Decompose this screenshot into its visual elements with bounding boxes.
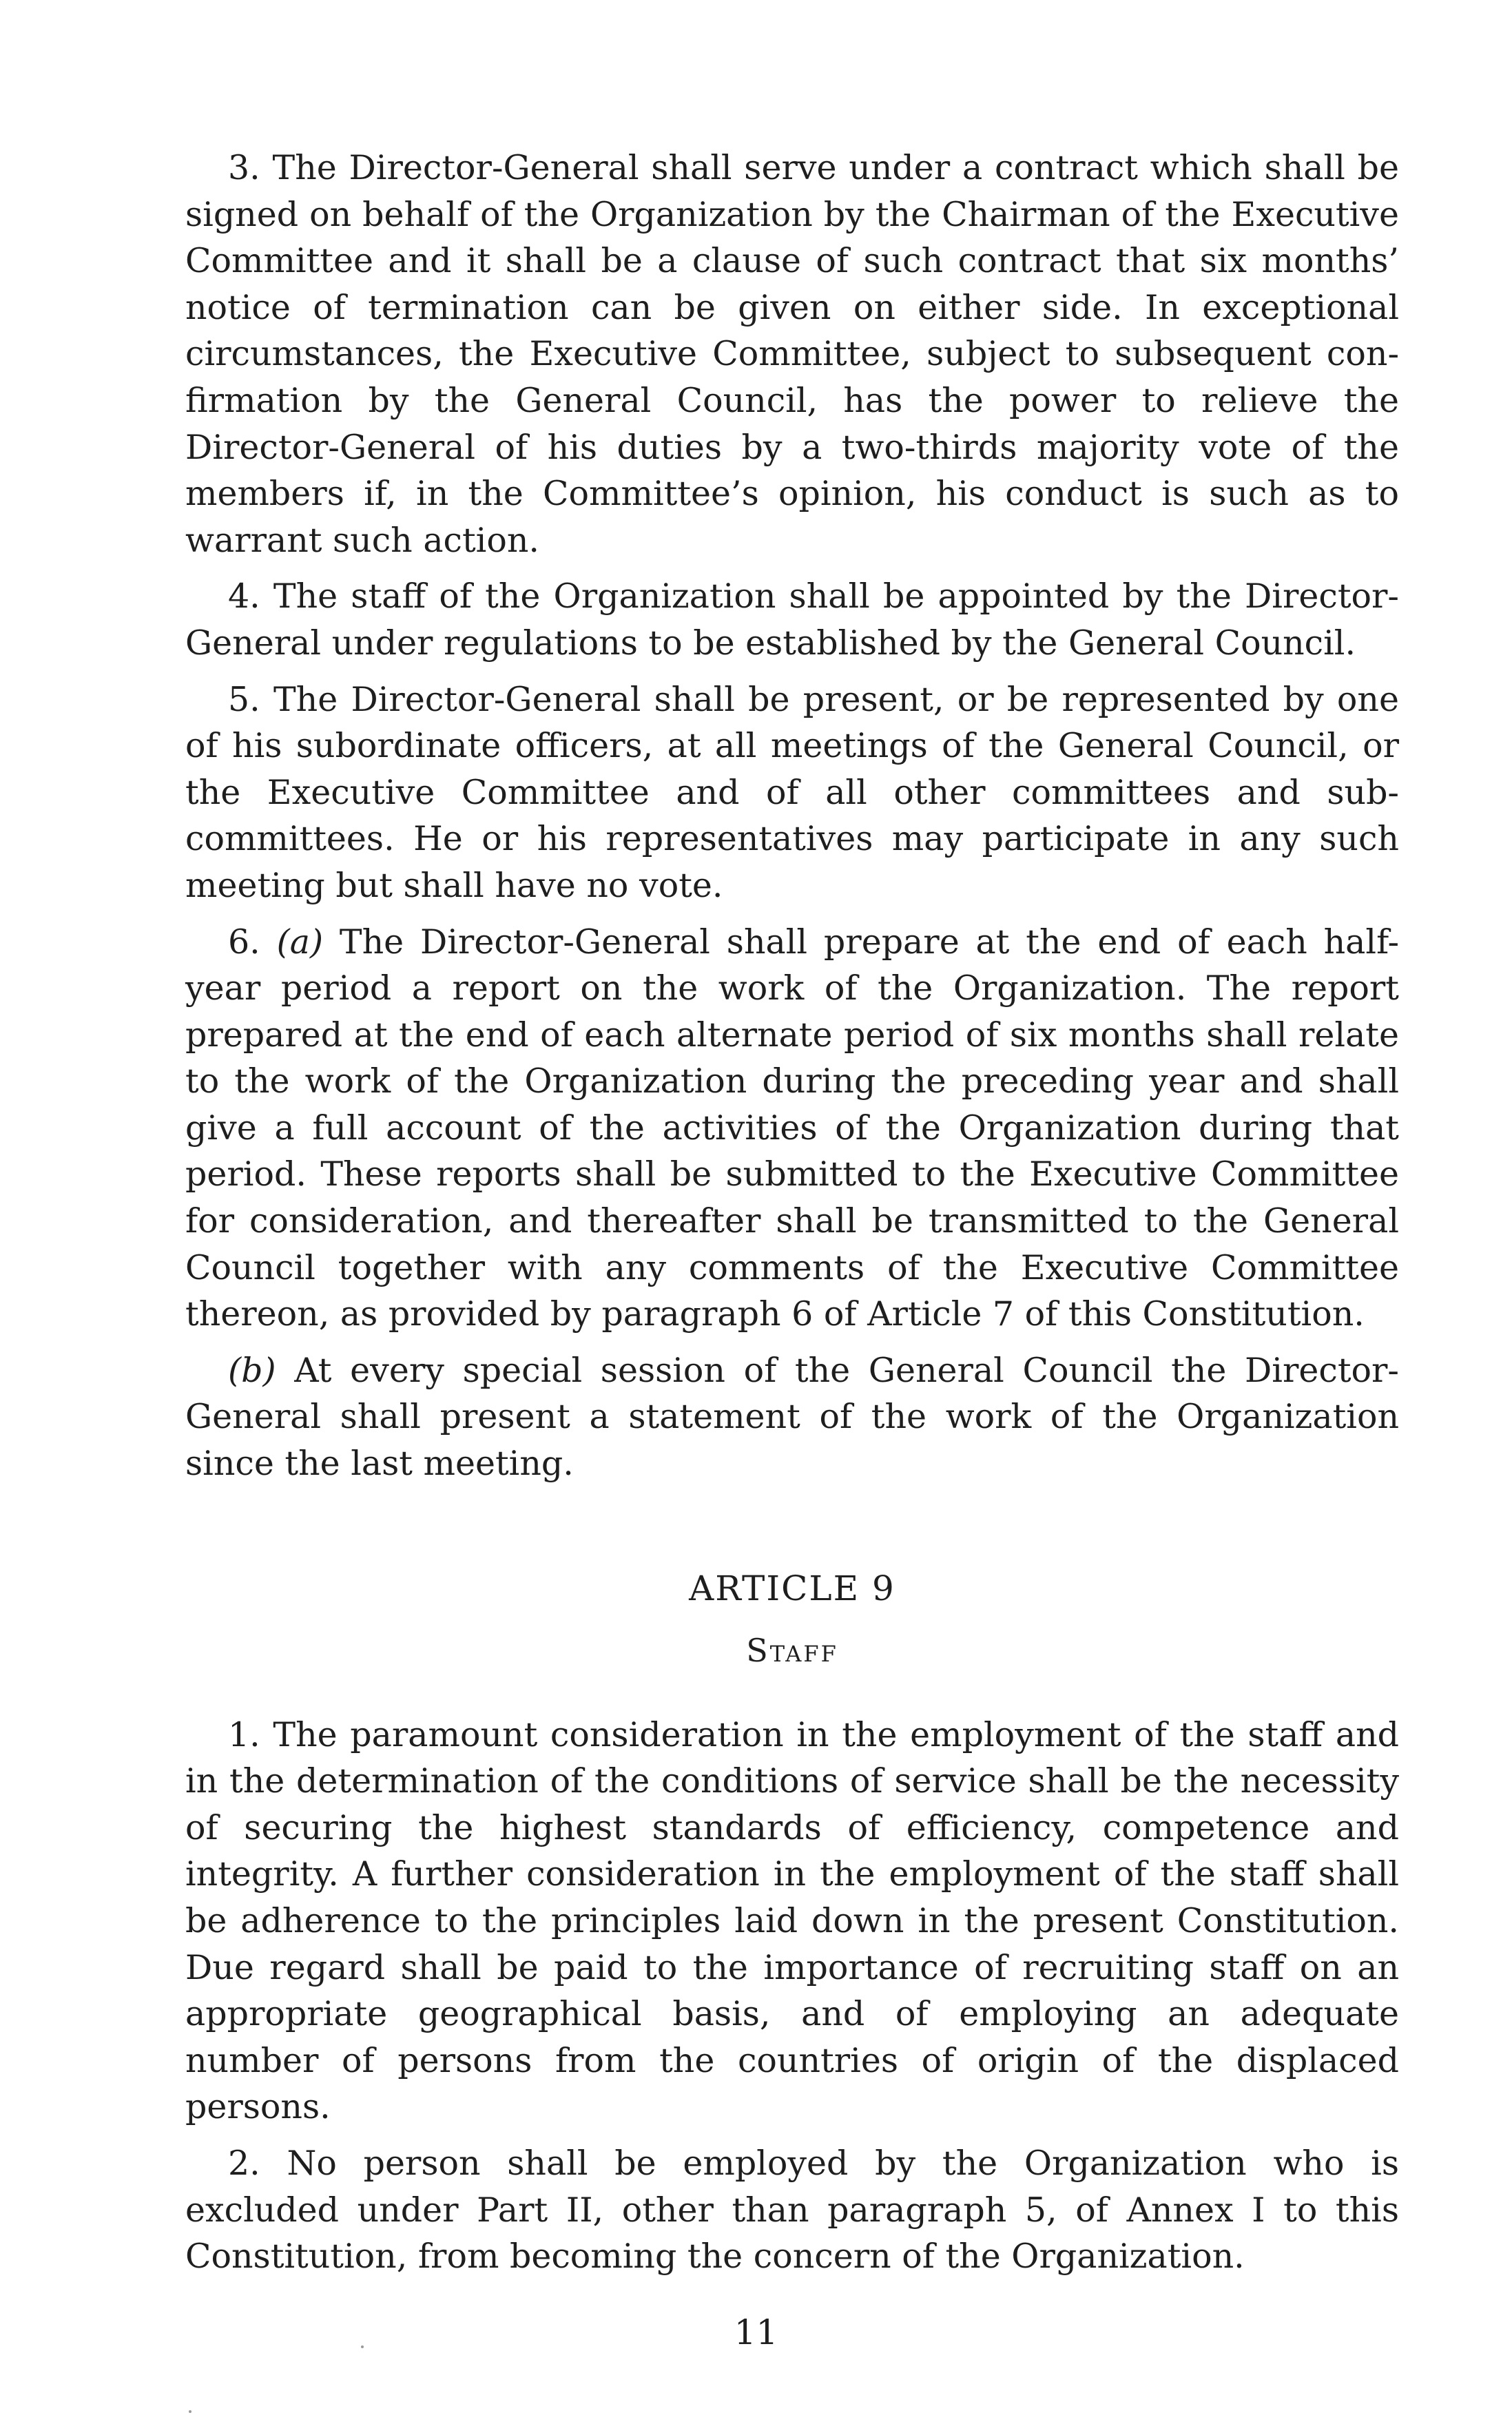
paragraph-staff-exclusion: 2. No person shall be employed by the Organization who is excluded under Part II, other than paragraph 5, of Annex I to this Constitution, from becoming the concern of the Organization. [185, 2143, 1399, 2277]
page-body [185, 145, 1399, 2280]
paragraph-text: At every special session of the General Council the Director-General shall present a statement of the work of the Organization since the last meeting. [185, 1350, 1399, 1484]
speck-mark [361, 2345, 364, 2348]
clause-letter: (b) [228, 1350, 276, 1390]
paragraph-text: The Director-General shall prepare at the end of each half-year period a report on the work of the Organization. The report prepared at the end of each alternate period of six months shall relate to the work of the Organization during the preceding year and shall give a full account of the activities of the Organization during that period. These reports shall be submitted to the Executive Committee for consideration, and thereafter shall be transmitted to the General Council together with any comments of the Executive Committee thereon, as provided by paragraph 6 of Article 7 of this Constitution. [185, 922, 1400, 1334]
clause-letter: (a) [276, 922, 324, 962]
paragraph-reports [185, 919, 1399, 1338]
paragraph-number: 6. [228, 922, 260, 962]
paragraph-staff-consideration: 1. The paramount consideration in the employment of the staff and in the determination of the conditions of service shall be the necessity of securing the highest standards of efficiency, competence and integrity. A further consideration in the employment of the staff shall be adherence to the principles laid down in the present Constitution. Due regard shall be paid to the importance of recruiting staff on an appropriate geographical basis, and of employing an adequate number of persons from the countries of origin of the displaced persons. [185, 1714, 1399, 2127]
paragraph-special-session [185, 1347, 1399, 1487]
paragraph-staff-appointment: 4. The staff of the Organization shall be appointed by the Director-General under regulations to be established by the General Council. [185, 577, 1399, 663]
article-heading: ARTICLE 9 [689, 1568, 895, 1608]
paragraph-director-general-contract: 3. The Director-General shall serve under a contract which shall be signed on behalf of the Organization by the Chairman of the Executive Committee and it shall be a clause of such contract that six months’ notice of termination can be given on either side. In exceptional circumstances, the Executive Committee, subject to subsequent confirmation by the General Council, has the power to relieve the Director-General of his duties by a two-thirds majority vote of the members if, in the Committee’s opinion, his conduct is such as to warrant such action. [185, 148, 1399, 560]
spacer [185, 1669, 1399, 1712]
page-number: 11 [734, 2312, 778, 2352]
paragraph-director-general-presence: 5. The Director-General shall be present, or be represented by one of his subordinate officers, at all meetings of the General Council, or the Executive Committee and of all other committees and sub-committees. He or his representatives may participate in any such meeting but shall have no vote. [185, 679, 1399, 905]
speck-mark [189, 2410, 191, 2413]
section-heading-staff: Staff [746, 1631, 838, 1669]
